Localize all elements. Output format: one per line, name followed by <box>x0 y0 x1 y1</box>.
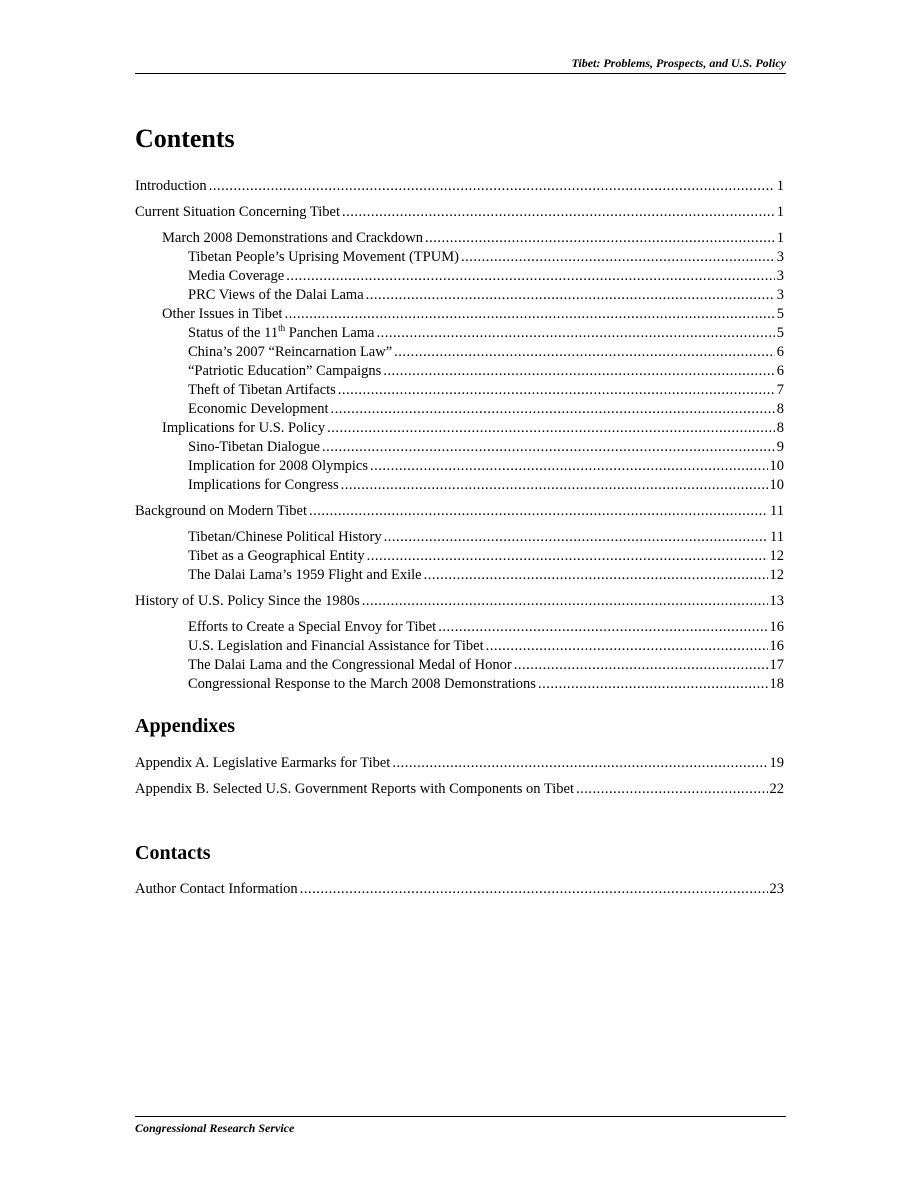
contact-entry[interactable]: Author Contact Information ..... 23 <box>135 880 784 899</box>
toc-entry[interactable]: Theft of Tibetan Artifacts ..... 7 <box>135 381 784 400</box>
toc-entry[interactable]: Current Situation Concerning Tibet ..... 1 <box>135 203 784 222</box>
toc-entry[interactable]: Introduction ..... 1 <box>135 177 784 196</box>
contents-heading: Contents <box>135 124 235 153</box>
toc-entry[interactable]: Tibetan/Chinese Political History ..... 11 <box>135 528 784 547</box>
toc-entry[interactable]: Tibet as a Geographical Entity ..... 12 <box>135 547 784 566</box>
header-rule <box>135 73 786 74</box>
toc-entry[interactable]: Implication for 2008 Olympics ..... 10 <box>135 457 784 476</box>
toc-entry[interactable]: Sino-Tibetan Dialogue ..... 9 <box>135 438 784 457</box>
running-footer: Congressional Research Service <box>135 1121 295 1135</box>
toc-list <box>135 177 784 694</box>
toc-entry[interactable]: Economic Development ..... 8 <box>135 400 784 419</box>
toc-entry[interactable]: March 2008 Demonstrations and Crackdown ..... 1 <box>135 229 784 248</box>
toc-entry[interactable]: The Dalai Lama’s 1959 Flight and Exile ..... 12 <box>135 566 784 585</box>
toc-entry[interactable]: Other Issues in Tibet ..... 5 <box>135 305 784 324</box>
toc-entry[interactable]: Implications for Congress ..... 10 <box>135 476 784 495</box>
toc-entry[interactable]: PRC Views of the Dalai Lama ..... 3 <box>135 286 784 305</box>
appendix-entry[interactable]: Appendix A. Legislative Earmarks for Tibet ..... 19 <box>135 754 784 773</box>
contacts-heading: Contacts <box>135 842 211 864</box>
toc-entry[interactable]: U.S. Legislation and Financial Assistance for Tibet ..... 16 <box>135 637 784 656</box>
appendixes-heading: Appendixes <box>135 715 236 737</box>
toc-entry[interactable]: The Dalai Lama and the Congressional Medal of Honor ..... 17 <box>135 656 784 675</box>
toc-entry[interactable]: History of U.S. Policy Since the 1980s ..... 13 <box>135 592 784 611</box>
appendix-list <box>135 754 784 799</box>
appendix-entry[interactable]: Appendix B. Selected U.S. Government Reports with Components on Tibet ..... 22 <box>135 780 784 799</box>
toc-entry[interactable]: Media Coverage ..... 3 <box>135 267 784 286</box>
footer-rule <box>135 1116 786 1117</box>
running-header: Tibet: Problems, Prospects, and U.S. Policy <box>571 56 786 70</box>
contacts-list <box>135 880 784 899</box>
toc-entry[interactable]: Status of the 11th Panchen Lama ..... 5 <box>135 324 784 343</box>
toc-entry[interactable]: China’s 2007 “Reincarnation Law” ..... 6 <box>135 343 784 362</box>
toc-entry[interactable]: Congressional Response to the March 2008 Demonstrations ..... 18 <box>135 675 784 694</box>
toc-entry[interactable]: Implications for U.S. Policy ..... 8 <box>135 419 784 438</box>
toc-entry[interactable]: Efforts to Create a Special Envoy for Tibet ..... 16 <box>135 618 784 637</box>
toc-entry[interactable]: “Patriotic Education” Campaigns ..... 6 <box>135 362 784 381</box>
toc-entry[interactable]: Background on Modern Tibet ..... 11 <box>135 502 784 521</box>
toc-entry[interactable]: Tibetan People’s Uprising Movement (TPUM) ..... 3 <box>135 248 784 267</box>
